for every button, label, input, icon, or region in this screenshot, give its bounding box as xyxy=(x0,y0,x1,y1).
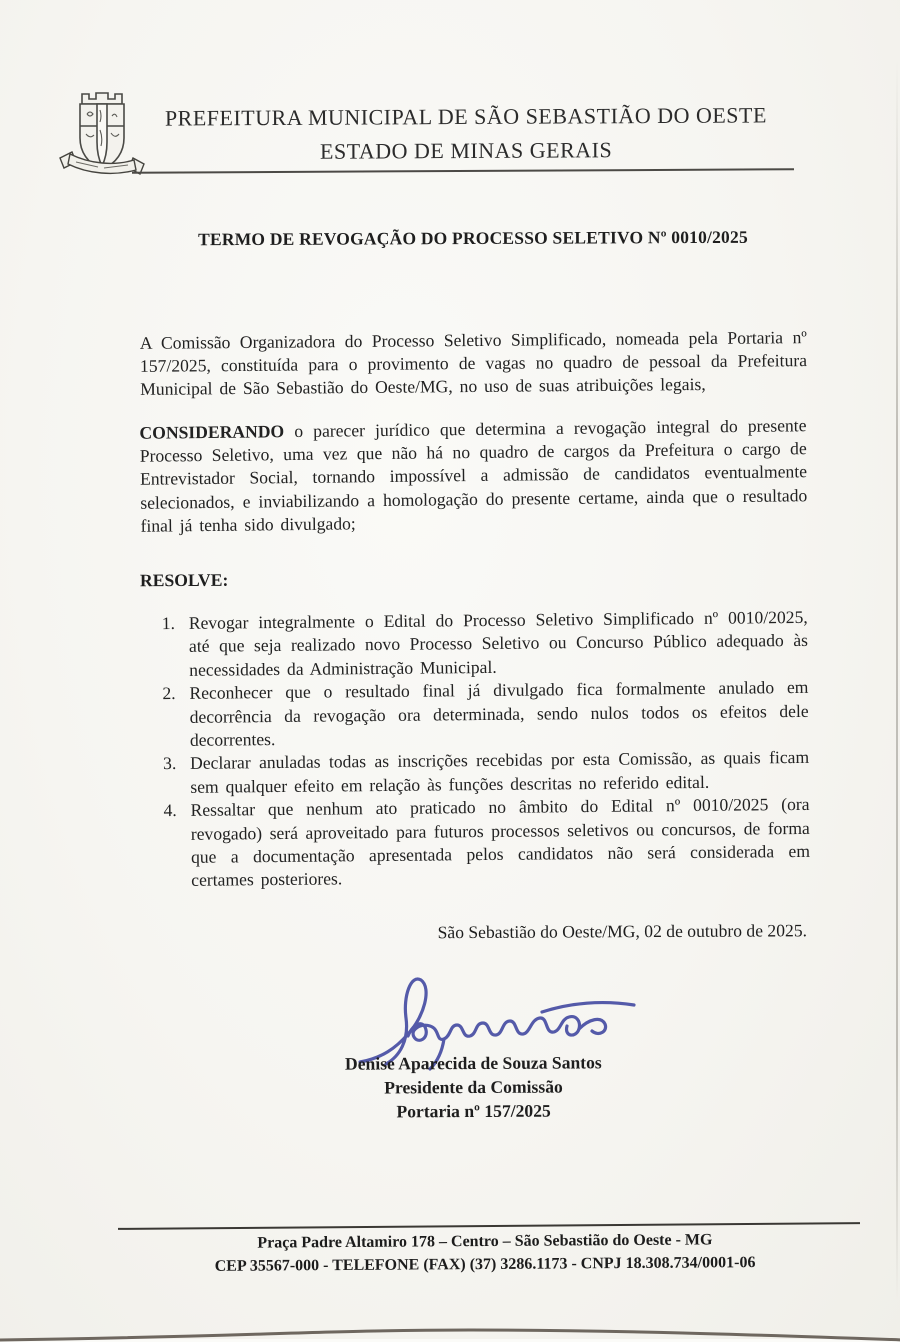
resolutions-list xyxy=(162,606,811,893)
date-place-line: São Sebastião do Oeste/MG, 02 de outubro de 2025. xyxy=(437,920,808,943)
resolution-number: 2. xyxy=(162,683,176,704)
considering-paragraph xyxy=(139,414,807,538)
resolution-number: 4. xyxy=(163,800,177,821)
resolution-number: 1. xyxy=(161,612,176,634)
resolve-heading: RESOLVE: xyxy=(139,569,229,591)
footer-address: Praça Padre Altamiro 178 – Centro – São Sebastião do Oeste - MG xyxy=(257,1231,713,1252)
resolution-item xyxy=(163,746,809,799)
paper-bottom-edge xyxy=(0,1316,900,1342)
crown-shape xyxy=(82,93,122,104)
coat-of-arms-logo xyxy=(56,86,148,182)
signer-ordinance: Portaria nº 157/2025 xyxy=(396,1100,551,1122)
resolution-number: 3. xyxy=(163,753,177,774)
document-title: TERMO DE REVOGAÇÃO DO PROCESSO SELETIVO Nº 0010/2025 xyxy=(198,226,748,250)
resolution-item xyxy=(163,793,810,893)
opening-paragraph: A Comissão Organizadora do Processo Seletivo Simplificado, nomeada pela Portaria nº 157/2025, constituída para o provimento de vagas no quadro de pessoal da Prefeitura Municipal de São Sebastião do Oeste/MG, no uso de suas atribuições legais, xyxy=(139,326,808,399)
signer-name: Denise Aparecida de Souza Santos xyxy=(344,1052,602,1074)
resolution-text: Revogar integralmente o Edital do Processo Seletivo Simplificado nº 0010/2025, até que seja realizado novo Processo Seletivo ou Concurso Público adequado às necessidades da Administração Municipal. xyxy=(188,606,809,680)
resolution-text: Declarar anuladas todas as inscrições recebidas por esta Comissão, as quais ficam sem qualquer efeito em relação às funções descritas no referido edital. xyxy=(190,747,810,797)
org-line-1: PREFEITURA MUNICIPAL DE SÃO SEBASTIÃO DO OESTE xyxy=(164,102,767,131)
scan-edge-artifact xyxy=(896,60,898,1300)
considering-text: o parecer jurídico que determina a revogação integral do presente Processo Seletivo, uma vez que não há no quadro de cargos da Prefeitura o cargo de Entrevistador Social, tornando impossível a admissão de candidatos eventualmente selecionados, e inviabilizando a homologação do presente certame, ainda que o resultado final já tenha sido divulgado; xyxy=(139,414,808,536)
resolution-item xyxy=(162,606,809,682)
footer-contact: CEP 35567-000 - TELEFONE (FAX) (37) 3286.1173 - CNPJ 18.308.734/0001-06 xyxy=(214,1254,756,1275)
signer-role: Presidente da Comissão xyxy=(384,1076,563,1098)
considering-label: CONSIDERANDO xyxy=(139,420,285,443)
letterhead-org-name xyxy=(138,98,794,169)
resolution-text: Reconhecer que o resultado final já divulgado fica formalmente anulado em decorrência da revogação ora determinada, sendo nulos todos os efeitos dele decorrentes. xyxy=(189,677,809,750)
resolution-text: Ressaltar que nenhum ato praticado no âmbito do Edital nº 0010/2025 (ora revogado) será aproveitado para futuros processos seletivos ou concursos, de forma que a documentação apresentada pelos candidatos não será considerada em certames posteriores. xyxy=(190,794,811,891)
org-line-2: ESTADO DE MINAS GERAIS xyxy=(319,137,613,164)
footer-contact-block xyxy=(135,1228,835,1279)
signature-block xyxy=(140,1049,807,1124)
resolution-item xyxy=(162,676,809,752)
